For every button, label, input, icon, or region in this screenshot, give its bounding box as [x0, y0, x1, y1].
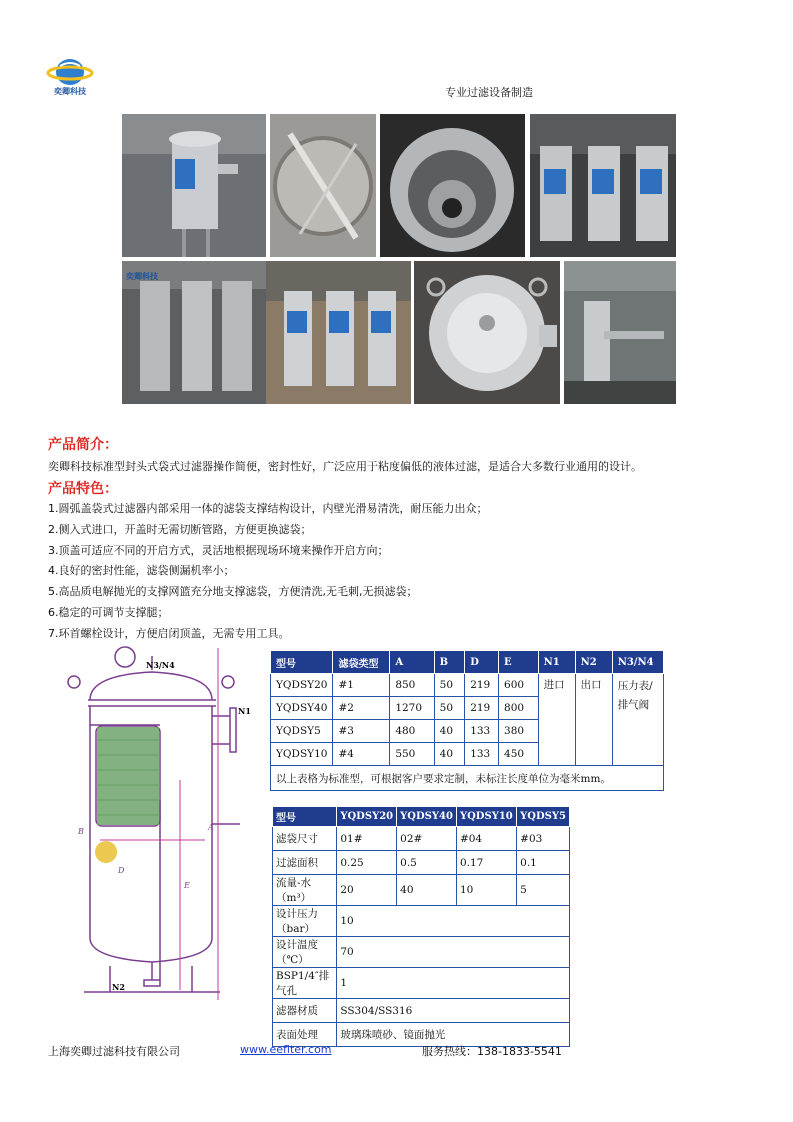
table-cell: 玻璃珠喷砂、镜面抛光	[337, 1023, 570, 1047]
table-row	[273, 968, 570, 999]
filter-housing-interior-photo	[380, 114, 525, 257]
n2-cell: 出口	[575, 674, 612, 766]
three-filters-row-photo	[530, 114, 676, 257]
label-b: B	[78, 827, 84, 836]
table-cell: 40	[434, 720, 465, 743]
logo-text: 奕卿科技	[54, 87, 86, 96]
table-cell: 600	[499, 674, 539, 697]
table-header-row	[273, 807, 570, 827]
col-header: YQDSY10	[456, 807, 516, 827]
filter-basket-top-view-photo	[270, 114, 376, 257]
photo-watermark: 奕卿科技	[126, 272, 158, 281]
table-cell: 800	[499, 697, 539, 720]
table-cell: 450	[499, 743, 539, 766]
table-cell: #03	[517, 827, 570, 851]
table-cell: 01#	[337, 827, 397, 851]
table-row	[273, 937, 570, 968]
table-row	[273, 827, 570, 851]
col-header: D	[465, 651, 499, 674]
table-header-row	[271, 651, 664, 674]
n34-cell: 压力表/排气阀	[612, 674, 663, 766]
table-cell: 滤器材质	[273, 999, 337, 1023]
col-header: 型号	[273, 807, 337, 827]
table-cell: 219	[465, 674, 499, 697]
table-cell: 133	[465, 720, 499, 743]
filter-lid-top-photo	[414, 261, 560, 404]
filter-dimension-drawing	[60, 640, 260, 1015]
table-row	[273, 999, 570, 1023]
feature-item: 5.高品质电解抛光的支撑网篮充分地支撑滤袋，方便清洗,无毛刺,无损滤袋；	[48, 585, 418, 598]
col-header: 型号	[271, 651, 333, 674]
table-cell: #3	[333, 720, 390, 743]
col-header: YQDSY40	[397, 807, 457, 827]
dimension-table	[270, 650, 664, 791]
installed-filters-photo	[564, 261, 676, 404]
table-cell: 550	[390, 743, 434, 766]
table-cell: YQDSY10	[271, 743, 333, 766]
table-cell: #1	[333, 674, 390, 697]
table-cell: 10	[337, 906, 570, 937]
table-cell: 0.17	[456, 851, 516, 875]
table-cell: 1270	[390, 697, 434, 720]
table-cell: 40	[397, 875, 457, 906]
table-cell: 5	[517, 875, 570, 906]
spec-table	[272, 806, 570, 1047]
feature-item: 7.环首螺栓设计，方便启闭顶盖，无需专用工具。	[48, 627, 290, 640]
footer-company: 上海奕卿过滤科技有限公司	[48, 1045, 180, 1058]
table-cell: 设计压力（bar）	[273, 906, 337, 937]
col-header: N1	[538, 651, 575, 674]
table-cell: YQDSY20	[271, 674, 333, 697]
table-cell: 1	[337, 968, 570, 999]
n1-cell: 进口	[538, 674, 575, 766]
label-d: D	[118, 866, 125, 875]
label-n1: N1	[238, 706, 251, 716]
table-cell: 流量-水（m³）	[273, 875, 337, 906]
filters-workshop-photo	[122, 261, 266, 404]
table-cell: YQDSY5	[271, 720, 333, 743]
col-header: 滤袋类型	[333, 651, 390, 674]
feature-item: 3.顶盖可适应不同的开启方式，灵活地根据现场环境来操作开启方向；	[48, 544, 389, 557]
table-cell: 219	[465, 697, 499, 720]
table-row	[271, 674, 664, 697]
col-header: E	[499, 651, 539, 674]
table-note-row	[271, 766, 664, 791]
label-n34: N3/N4	[146, 660, 175, 670]
col-header: YQDSY5	[517, 807, 570, 827]
table-cell: 50	[434, 674, 465, 697]
col-header: N2	[575, 651, 612, 674]
table-cell: 02#	[397, 827, 457, 851]
filters-lineup-photo	[266, 261, 411, 404]
single-bag-filter-photo	[122, 114, 266, 257]
table-cell: 0.25	[337, 851, 397, 875]
intro-title: 产品简介：	[48, 437, 118, 453]
label-n2: N2	[112, 982, 125, 992]
filter-bag-mesh	[97, 727, 159, 825]
table-cell: 0.5	[397, 851, 457, 875]
table-cell: 20	[337, 875, 397, 906]
table-cell: 133	[465, 743, 499, 766]
table-cell: SS304/SS316	[337, 999, 570, 1023]
table-cell: #4	[333, 743, 390, 766]
table-cell: #04	[456, 827, 516, 851]
website-link[interactable]: www.eeflter.com	[240, 1043, 332, 1056]
footer-website-wrap	[240, 1043, 332, 1056]
table-cell: 设计温度（℃）	[273, 937, 337, 968]
col-header: YQDSY20	[337, 807, 397, 827]
table-cell: 50	[434, 697, 465, 720]
feature-item: 6.稳定的可调节支撑腿；	[48, 606, 169, 619]
table-cell: 850	[390, 674, 434, 697]
col-header: B	[434, 651, 465, 674]
table-cell: 滤袋尺寸	[273, 827, 337, 851]
table-row	[273, 851, 570, 875]
table-row	[273, 875, 570, 906]
globe-logo-icon	[46, 56, 94, 90]
label-e: E	[184, 881, 190, 890]
feature-item: 4.良好的密封性能，滤袋侧漏机率小；	[48, 564, 235, 577]
table-cell: 过滤面积	[273, 851, 337, 875]
col-header: A	[390, 651, 434, 674]
footer-hotline: 服务热线：138-1833-5541	[422, 1045, 562, 1058]
label-a: A	[208, 823, 214, 832]
table-cell: BSP1/4″排气孔	[273, 968, 337, 999]
feature-item: 2.侧入式进口，开盖时无需切断管路，方便更换滤袋；	[48, 523, 312, 536]
col-header: N3/N4	[612, 651, 663, 674]
table-cell: 40	[434, 743, 465, 766]
feature-item: 1.圆弧盖袋式过滤器内部采用一体的滤袋支撑结构设计，内壁光滑易清洗，耐压能力出众；	[48, 502, 488, 515]
table-cell: 0.1	[517, 851, 570, 875]
table-cell: 10	[456, 875, 516, 906]
features-title: 产品特色：	[48, 481, 118, 497]
table-cell: #2	[333, 697, 390, 720]
table-cell: 380	[499, 720, 539, 743]
tagline: 专业过滤设备制造	[445, 86, 533, 99]
intro-text: 奕卿科技标准型封头式袋式过滤器操作简便，密封性好，广泛应用于粘度偏低的液体过滤，是适合大多数行业通用的设计。	[48, 460, 642, 473]
table-cell: 70	[337, 937, 570, 968]
table-cell: 480	[390, 720, 434, 743]
table-cell: YQDSY40	[271, 697, 333, 720]
table-cell: 表面处理	[273, 1023, 337, 1047]
table-row	[273, 906, 570, 937]
table-note: 以上表格为标准型，可根据客户要求定制，未标注长度单位为毫米mm。	[271, 766, 664, 791]
